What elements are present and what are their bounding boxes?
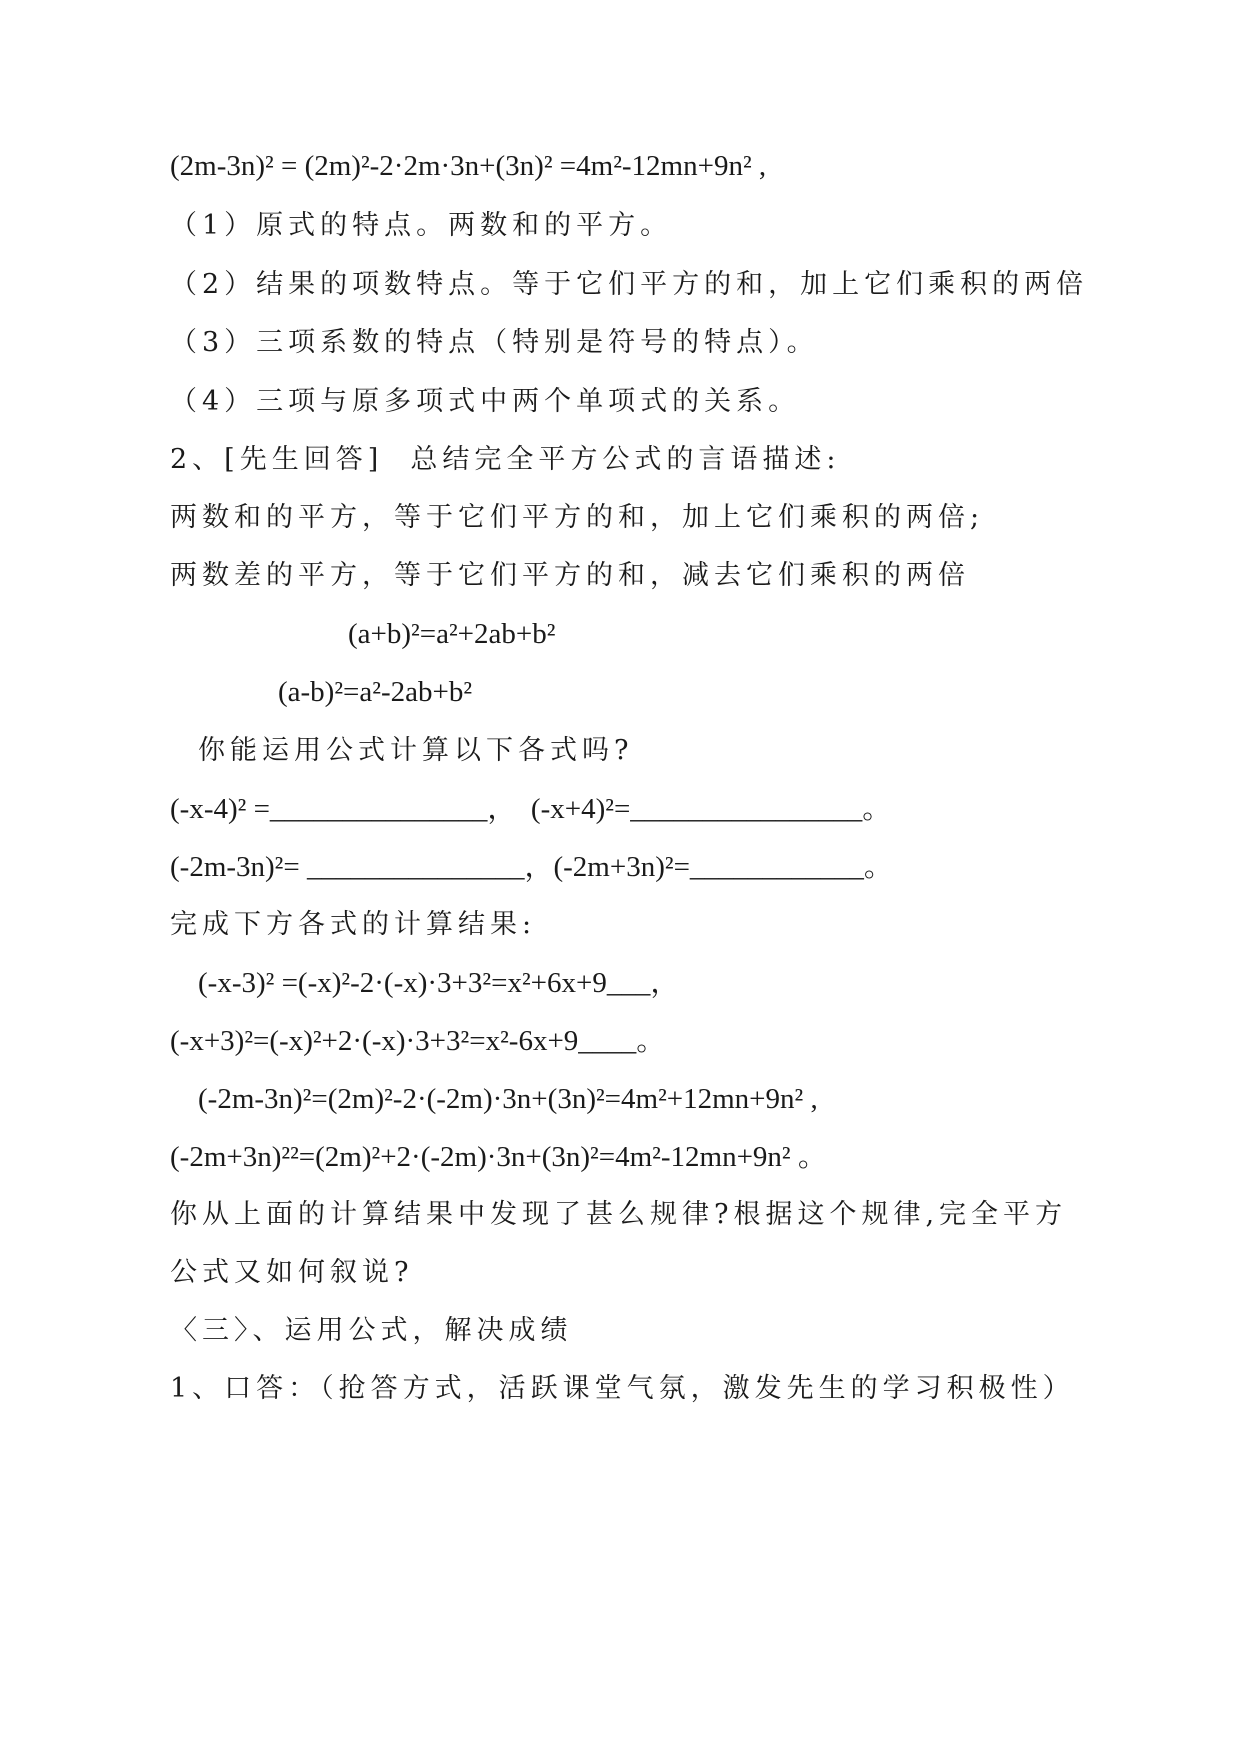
section-3-heading: 〈三〉、运用公式，解决成绩	[170, 1315, 573, 1346]
calc-line-1: (-x-3)² =(-x)²-2·(-x)·3+3²=x²+6x+9___，	[198, 967, 680, 999]
section-2-heading: 2、[先生回答] 总结完全平方公式的言语描述:	[170, 444, 841, 475]
point-2: （2）结果的项数特点。等于它们平方的和，加上它们乘积的两倍	[170, 269, 1089, 300]
question-prompt: 你能运用公式计算以下各式吗?	[198, 735, 634, 766]
formula-sum-square: (a+b)²=a²+2ab+b²	[348, 618, 556, 650]
point-4: （4）三项与原多项式中两个单项式的关系。	[170, 386, 801, 417]
completion-prompt: 完成下方各式的计算结果:	[170, 909, 537, 940]
oral-answer-line: 1、口答：（抢答方式，活跃课堂气氛，激发先生的学习积极性）	[170, 1373, 1075, 1404]
calc-line-4: (-2m+3n)²²=(2m)²+2·(-2m)·3n+(3n)²=4m²-12mn+9n² 。	[170, 1141, 827, 1173]
formula-line-1: (2m-3n)² = (2m)²-2·2m·3n+(3n)² =4m²-12mn+9n² ,	[170, 150, 767, 182]
point-1: （1）原式的特点。两数和的平方。	[170, 210, 673, 241]
description-difference: 两数差的平方，等于它们平方的和，减去它们乘积的两倍	[170, 560, 970, 591]
description-sum: 两数和的平方，等于它们平方的和，加上它们乘积的两倍;	[170, 502, 985, 533]
calc-line-3: (-2m-3n)²=(2m)²-2·(-2m)·3n+(3n)²=4m²+12mn+9n² ,	[198, 1083, 818, 1115]
calc-line-2: (-x+3)²=(-x)²+2·(-x)·3+3²=x²-6x+9____。	[170, 1025, 666, 1057]
exercise-line-2: (-2m-3n)²= _______________，(-2m+3n)²=____________。	[170, 851, 893, 883]
formula-difference-square: (a-b)²=a²-2ab+b²	[278, 676, 473, 708]
exercise-line-1: (-x-4)² =_______________， (-x+4)²=________________。	[170, 793, 892, 825]
pattern-question-2: 公式又如何叙说?	[170, 1257, 414, 1288]
point-3: （3）三项系数的特点（特别是符号的特点）。	[170, 327, 819, 358]
pattern-question-1: 你从上面的计算结果中发现了甚么规律?根据这个规律,完全平方	[170, 1199, 1068, 1230]
